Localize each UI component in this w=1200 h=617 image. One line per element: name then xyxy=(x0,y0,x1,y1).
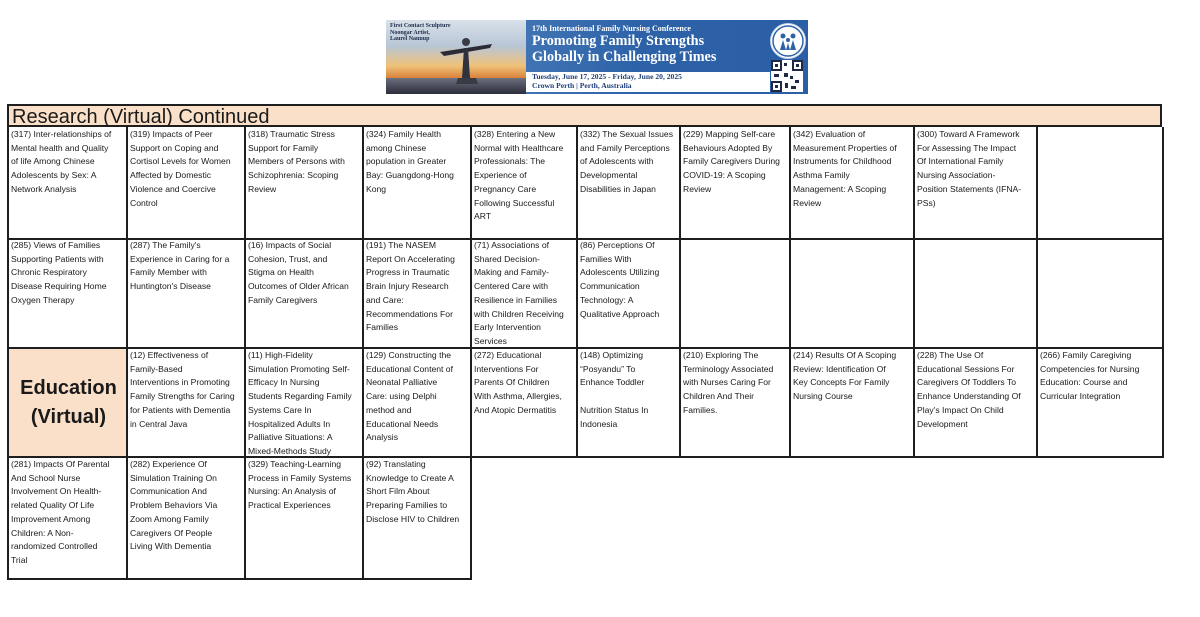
section-title-text: Education (Virtual) xyxy=(20,377,117,428)
abstract-cell: (266) Family Caregiving Competencies for Nursing Education: Course and Curricular Integration xyxy=(1036,348,1164,458)
abstract-cell: (272) Educational Interventions For Parents Of Children With Asthma, Allergies, And Atopic Dermatitis xyxy=(470,348,578,458)
row-divider xyxy=(7,238,1164,240)
abstract-cell: (12) Effectiveness of Family-Based Interventions in Promoting Family Strengths for Caring for Patients with Dementia in Central Java xyxy=(126,348,246,458)
abstract-cell: (282) Experience Of Simulation Training On Communication And Problem Behaviors Via Zoom Among Family Caregivers Of People Living With Dementia xyxy=(126,457,246,580)
section-title-research xyxy=(7,104,1162,127)
conference-dates: Tuesday, June 17, 2025 - Friday, June 20, 2025 xyxy=(532,72,682,81)
abstract-cell: (319) Impacts of Peer Support on Coping and Cortisol Levels for Women Affected by Domestic Violence and Coercive Control xyxy=(126,127,246,239)
conference-title-line1: Promoting Family Strengths xyxy=(532,33,705,49)
abstract-cell: (287) The Family's Experience in Caring for a Family Member with Huntington's Disease xyxy=(126,238,246,349)
abstract-cell: (92) Translating Knowledge to Create A Short Film About Preparing Families to Disclose HIV to Children xyxy=(362,457,472,580)
abstract-cell: (210) Exploring The Terminology Associated with Nurses Caring For Children And Their Families. xyxy=(679,348,791,458)
abstract-cell: (317) Inter-relationships of Mental health and Quality of life Among Chinese Adolescents by Sex: A Network Analysis xyxy=(7,127,128,239)
abstract-cell: (191) The NASEM Report On Accelerating Progress in Traumatic Brain Injury Research and Care: Recommendations For Families xyxy=(362,238,472,349)
row-divider xyxy=(7,578,472,580)
abstract-cell: (148) Optimizing “Posyandu” To Enhance Toddler Nutrition Status In Indonesia xyxy=(576,348,681,458)
empty-cell xyxy=(1036,127,1164,239)
abstract-cell: (214) Results Of A Scoping Review: Identification Of Key Concepts For Family Nursing Course xyxy=(789,348,915,458)
abstract-cell: (229) Mapping Self-care Behaviours Adopted By Family Caregivers During COVID-19: A Scoping Review xyxy=(679,127,791,239)
abstract-cell: (285) Views of Families Supporting Patients with Chronic Respiratory Disease Requiring Home Oxygen Therapy xyxy=(7,238,128,349)
abstract-cell: (342) Evaluation of Measurement Properties of Instruments for Childhood Asthma Family Management: A Scoping Review xyxy=(789,127,915,239)
row-divider xyxy=(7,347,1164,349)
abstract-cell: (86) Perceptions Of Families With Adolescents Utilizing Communication Technology: A Qualitative Approach xyxy=(576,238,681,349)
section-title-education xyxy=(7,348,128,458)
empty-cell xyxy=(679,238,791,349)
abstract-cell: (300) Toward A Framework For Assessing The Impact Of International Family Nursing Association- Position Statements (IFNA- PSs) xyxy=(913,127,1038,239)
conference-name: 17th International Family Nursing Conference xyxy=(532,24,691,33)
photo-credit: First Contact Sculpture Noongar Artist, Laurel Nannup xyxy=(390,23,451,42)
abstract-cell: (228) The Use Of Educational Sessions For Caregivers Of Toddlers To Enhance Understanding Of Play's Impact On Child Development xyxy=(913,348,1038,458)
empty-cell xyxy=(789,238,915,349)
abstract-cell: (329) Teaching-Learning Process in Family Systems Nursing: An Analysis of Practical Experiences xyxy=(244,457,364,580)
abstract-cell: (318) Traumatic Stress Support for Family Members of Persons with Schizophrenia: Scoping Review xyxy=(244,127,364,239)
row-divider xyxy=(7,456,1164,458)
abstract-cell: (71) Associations of Shared Decision- Making and Family- Centered Care with Resilience in Families with Children Receiving Early Intervention Services xyxy=(470,238,578,349)
abstract-cell: (328) Entering a New Normal with Healthcare Professionals: The Experience of Pregnancy Care Following Successful ART xyxy=(470,127,578,239)
empty-cell xyxy=(1036,238,1164,349)
conference-venue: Crown Perth | Perth, Australia xyxy=(532,80,632,90)
abstract-cell: (11) High-Fidelity Simulation Promoting Self- Efficacy In Nursing Students Regarding Family Systems Care In Hospitalized Adults In Palliative Situations: A Mixed-Methods Study xyxy=(244,348,364,458)
abstract-cell: (16) Impacts of Social Cohesion, Trust, and Stigma on Health Outcomes of Older African Family Caregivers xyxy=(244,238,364,349)
abstract-cell: (324) Family Health among Chinese population in Greater Bay: Guangdong-Hong Kong xyxy=(362,127,472,239)
abstract-cell: (281) Impacts Of Parental And School Nurse Involvement On Health- related Quality Of Life Improvement Among Children: A Non- randomized Controlled Trial xyxy=(7,457,128,580)
abstract-cell: (129) Constructing the Educational Content of Neonatal Palliative Care: using Delphi method and Educational Needs Analysis xyxy=(362,348,472,458)
section-title-text: Research (Virtual) Continued xyxy=(12,106,270,128)
conference-title-line2: Globally in Challenging Times xyxy=(532,49,717,65)
abstract-cell: (332) The Sexual Issues and Family Perceptions of Adolescents with Developmental Disabilities in Japan xyxy=(576,127,681,239)
empty-cell xyxy=(913,238,1038,349)
